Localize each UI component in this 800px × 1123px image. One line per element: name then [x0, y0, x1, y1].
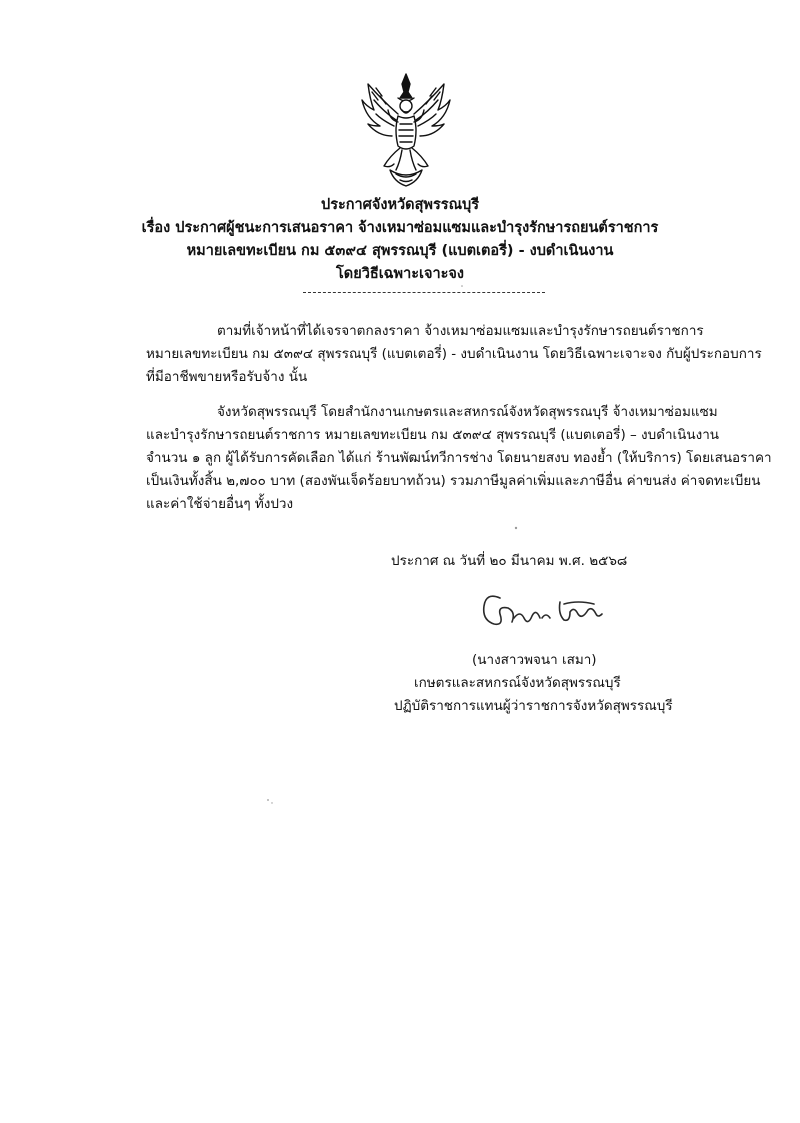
subject-line-3: โดยวิธีเฉพาะเจาะจง	[336, 266, 464, 282]
announcement-title: ประกาศจังหวัดสุพรรณบุรี	[320, 197, 480, 213]
subject-line-1: เรื่อง ประกาศผู้ชนะการเสนอราคา จ้างเหมาซ่อมแซมและบำรุงรักษารถยนต์ราชการ	[141, 220, 659, 236]
paragraph-2-line-1: จังหวัดสุพรรณบุรี โดยสำนักงานเกษตรและสหกรณ์จังหวัดสุพรรณบุรี จ้างเหมาซ่อมแซม	[217, 404, 718, 420]
signatory-position-2: ปฏิบัติราชการแทนผู้ว่าราชการจังหวัดสุพรรณบุรี	[394, 698, 673, 714]
signatory-position-1: เกษตรและสหกรณ์จังหวัดสุพรรณบุรี	[414, 675, 621, 691]
paragraph-2-line-5: และค่าใช้จ่ายอื่นๆ ทั้งปวง	[146, 496, 294, 512]
header-divider	[303, 292, 545, 293]
paragraph-1-line-3: ที่มีอาชีพขายหรือรับจ้าง นั้น	[146, 369, 308, 385]
paragraph-2-line-3: จำนวน ๑ ลูก ผู้ได้รับการคัดเลือก ได้แก่ ร้านพัฒน์ทวีการช่าง โดยนายสงบ ทองย้ำ (ให้บริการ) โดยเสนอราคา	[146, 450, 772, 466]
garuda-emblem-icon	[360, 70, 452, 188]
signatory-name: (นางสาวพจนา เสมา)	[472, 652, 597, 668]
paragraph-1-line-1: ตามที่เจ้าหน้าที่ได้เจรจาตกลงราคา จ้างเหมาซ่อมแซมและบำรุงรักษารถยนต์ราชการ	[217, 323, 704, 339]
paragraph-1-line-2: หมายเลขทะเบียน กม ๕๓๙๔ สุพรรณบุรี (แบตเตอรี่) - งบดำเนินงาน โดยวิธีเฉพาะเจาะจง กับผู้ประกอบการ	[146, 346, 762, 362]
paragraph-2-line-4: เป็นเงินทั้งสิ้น ๒,๗๐๐ บาท (สองพันเจ็ดร้อยบาทถ้วน) รวมภาษีมูลค่าเพิ่มและภาษีอื่น ค่าขนส่ง ค่าจดทะเบียน	[146, 473, 761, 489]
handwritten-signature-icon	[478, 588, 608, 636]
subject-line-2: หมายเลขทะเบียน กม ๕๓๙๔ สุพรรณบุรี (แบตเตอรี่) - งบดำเนินงาน	[186, 243, 614, 259]
paragraph-2-line-2: และบำรุงรักษารถยนต์ราชการ หมายเลขทะเบียน กม ๕๓๙๔ สุพรรณบุรี (แบตเตอรี่) – งบดำเนินงาน	[146, 427, 720, 443]
announcement-date: ประกาศ ณ วันที่ ๒๐ มีนาคม พ.ศ. ๒๕๖๘	[391, 553, 628, 569]
